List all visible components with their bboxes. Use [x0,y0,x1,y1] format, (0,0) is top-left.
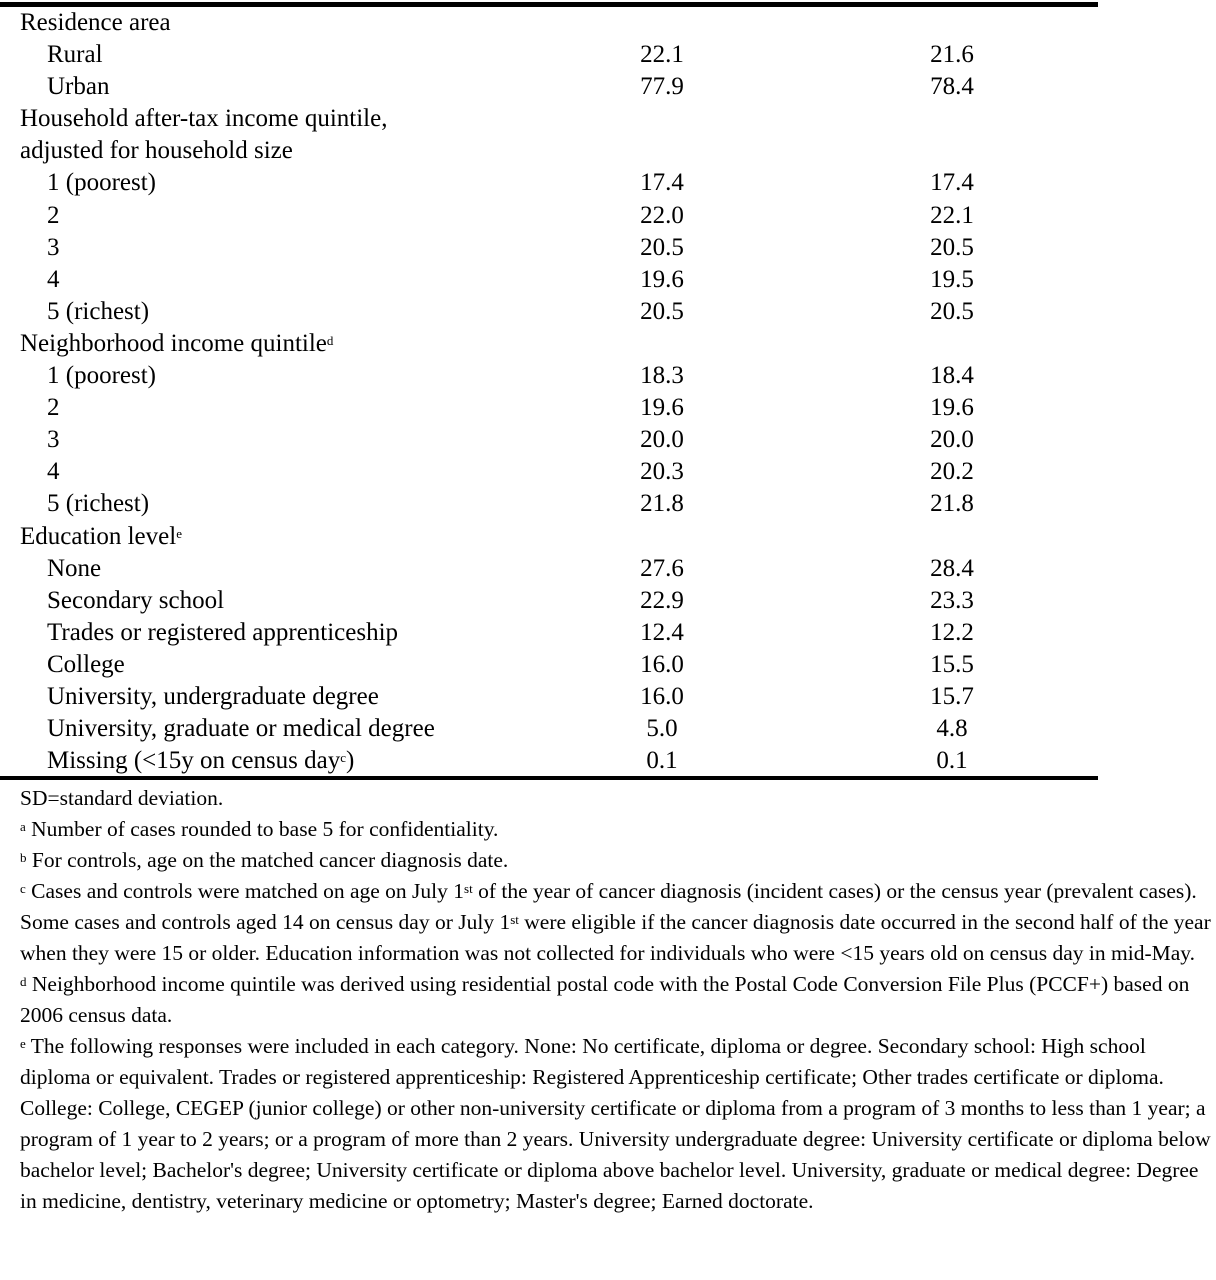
footnote-a-mark: a [20,819,26,834]
cell-cases-percent: 22.1 [640,41,684,69]
footnote-e [20,1031,1212,1217]
row-label-text: University, graduate or medical degree [47,715,435,743]
row-label [47,713,435,745]
cell-controls-percent: 20.5 [930,297,974,325]
table-row [0,488,1098,520]
row-label-text: 1 (poorest) [47,169,156,197]
footnote-d-mark: d [20,974,27,989]
table-row [0,264,1098,296]
row-label-text: Household after-tax income quintile, [20,105,388,133]
row-label [47,553,101,585]
table-section-header [0,7,1098,39]
table-row [0,232,1098,264]
row-label-text: Trades or registered apprenticeship [47,618,399,646]
cell-controls-percent: 21.8 [930,490,974,518]
table-row [0,553,1098,585]
row-label [47,296,149,328]
row-label [47,167,156,199]
row-label-text: Residence area [20,9,171,36]
footnote-c-text1: Cases and controls were matched on age on July 1 [25,879,465,903]
footnote-marker: d [326,332,334,348]
cell-controls-percent: 19.5 [930,265,974,293]
cell-controls-percent: 20.5 [930,233,974,261]
row-label-text: Urban [47,73,110,101]
table-section-header [0,521,1098,553]
cell-controls-percent: 20.0 [930,426,974,454]
cell-cases-percent: 16.0 [640,682,684,710]
table-bottom-rule [0,776,1098,780]
row-label [47,264,60,296]
row-label [47,424,60,456]
footnote-b-mark: b [20,850,27,865]
row-label-text: 3 [47,426,60,454]
footnote-e-text: The following responses were included in each category. None: No certificate, diploma or degree. Secondary school: High school diploma or equivalent. Trades or registered apprenticeship: Registered Apprenticeship certificate; Other trades certificate or diploma. College: College, CEGEP (junior college) or other non-university certificate or diploma from a program of 3 months to less than 1 year; a program of 1 year to 2 years; or a program of more than 2 years. University undergraduate degree: University certificate or diploma below bachelor level; Bachelor's degree; University certificate or diploma above bachelor level. University, graduate or medical degree: Degree in medicine, dentistry, veterinary medicine or optometry; Master's degree; Earned doctorate. [20,1034,1211,1213]
row-label [20,328,333,360]
row-label [47,392,60,424]
cell-controls-percent: 28.4 [930,554,974,582]
cell-controls-percent: 12.2 [930,618,974,646]
footnote-c-text3: were eligible if the cancer diagnosis date occurred in the second half of the year when they were 15 or older. Education information was not collected for individuals who were <15 years old on census day in mid-May. [20,910,1211,965]
row-label-text: 2 [47,394,60,422]
table-row [0,360,1098,392]
table-row [0,424,1098,456]
footnote-c-ordinal1: st [464,881,473,896]
row-label-text: Rural [47,41,103,69]
footnote-c-ordinal2: st [510,912,519,927]
footnote-a [20,814,1212,845]
row-label [47,745,354,777]
cell-cases-percent: 21.8 [640,490,684,518]
cell-cases-percent: 20.5 [640,233,684,261]
table-row [0,392,1098,424]
row-label-line2: adjusted for household size [20,137,293,165]
row-label-text: 2 [47,201,60,229]
cell-cases-percent: 27.6 [640,554,684,582]
cell-controls-percent: 15.7 [930,682,974,710]
cell-cases-percent: 5.0 [646,715,678,743]
row-label [47,360,156,392]
row-label [47,71,109,103]
row-label [20,7,171,39]
row-label [47,200,60,232]
row-label [47,649,125,681]
footnote-a-text: Number of cases rounded to base 5 for confidentiality. [25,817,499,841]
table-row [0,296,1098,328]
row-label [47,488,149,520]
footnote-d [20,969,1212,1031]
cell-cases-percent: 17.4 [640,169,684,197]
row-label-text: 1 (poorest) [47,362,156,390]
cell-controls-percent: 17.4 [930,169,974,197]
cell-cases-percent: 77.9 [640,73,684,101]
cell-controls-percent: 22.1 [930,201,974,229]
row-label-text: 3 [47,233,60,261]
table-row [0,617,1098,649]
cell-cases-percent: 22.9 [640,586,684,614]
row-label-text: Education level [20,522,177,550]
cell-controls-percent: 23.3 [930,586,974,614]
row-label-text: Secondary school [47,586,225,614]
row-label-text: Missing (<15y on census day [47,747,341,775]
row-label [20,103,387,135]
table-section-header [0,328,1098,360]
table-row [0,649,1098,681]
cell-cases-percent: 20.5 [640,297,684,325]
cell-controls-percent: 20.2 [930,458,974,486]
row-label-text: 5 (richest) [47,490,150,518]
cell-cases-percent: 12.4 [640,618,684,646]
table-row [0,585,1098,617]
row-label-text: None [47,554,102,582]
row-label [47,681,379,713]
footnotes [20,783,1212,1217]
row-label-text: 4 [47,458,60,486]
row-label-text: University, undergraduate degree [47,682,379,710]
table-row [0,200,1098,232]
cell-cases-percent: 0.1 [646,747,678,775]
cell-controls-percent: 21.6 [930,41,974,69]
table-row [0,167,1098,199]
table-row [0,456,1098,488]
table-row [0,681,1098,713]
cell-cases-percent: 16.0 [640,650,684,678]
footnote-marker: e [176,525,182,541]
row-label [47,585,224,617]
table-row [0,745,1098,777]
footnote-marker: c [340,750,347,766]
row-label [47,456,60,488]
table-row [0,71,1098,103]
cell-cases-percent: 22.0 [640,201,684,229]
footnote-b-text: For controls, age on the matched cancer diagnosis date. [26,848,509,872]
table-body [0,7,1098,777]
row-label-text: Neighborhood income quintile [20,329,327,357]
cell-controls-percent: 19.6 [930,394,974,422]
cell-cases-percent: 19.6 [640,265,684,293]
row-label [20,521,182,553]
row-label-text: 4 [47,265,60,293]
cell-controls-percent: 0.1 [936,747,968,775]
footnote-sd [20,783,1212,814]
cell-cases-percent: 20.3 [640,458,684,486]
footnote-c-text2: of the year of cancer diagnosis (incident cases) or the census year (prevalent cases). Some cases and controls aged 14 on census day or July 1 [20,879,1197,934]
table-section-header [0,103,1098,167]
row-label [47,39,103,71]
cell-cases-percent: 19.6 [640,394,684,422]
cell-cases-percent: 20.0 [640,426,684,454]
row-label-text: 5 (richest) [47,297,150,325]
row-label-text: College [47,650,125,678]
table-row [0,713,1098,745]
cell-controls-percent: 4.8 [936,715,968,743]
cell-cases-percent: 18.3 [640,362,684,390]
footnote-c-mark: c [20,881,26,896]
footnote-sd-text: SD=standard deviation. [20,786,224,810]
row-label [47,232,60,264]
cell-controls-percent: 15.5 [930,650,974,678]
footnote-d-text: Neighborhood income quintile was derived using residential postal code with the Postal Code Conversion File Plus (PCCF+) based on 2006 census data. [20,972,1190,1027]
row-label [47,617,398,649]
table-row [0,39,1098,71]
cell-controls-percent: 78.4 [930,73,974,101]
footnote-b [20,845,1212,876]
footnote-e-mark: e [20,1036,26,1051]
cell-controls-percent: 18.4 [930,362,974,390]
footnote-c [20,876,1212,969]
row-label-tail: ) [346,747,355,775]
